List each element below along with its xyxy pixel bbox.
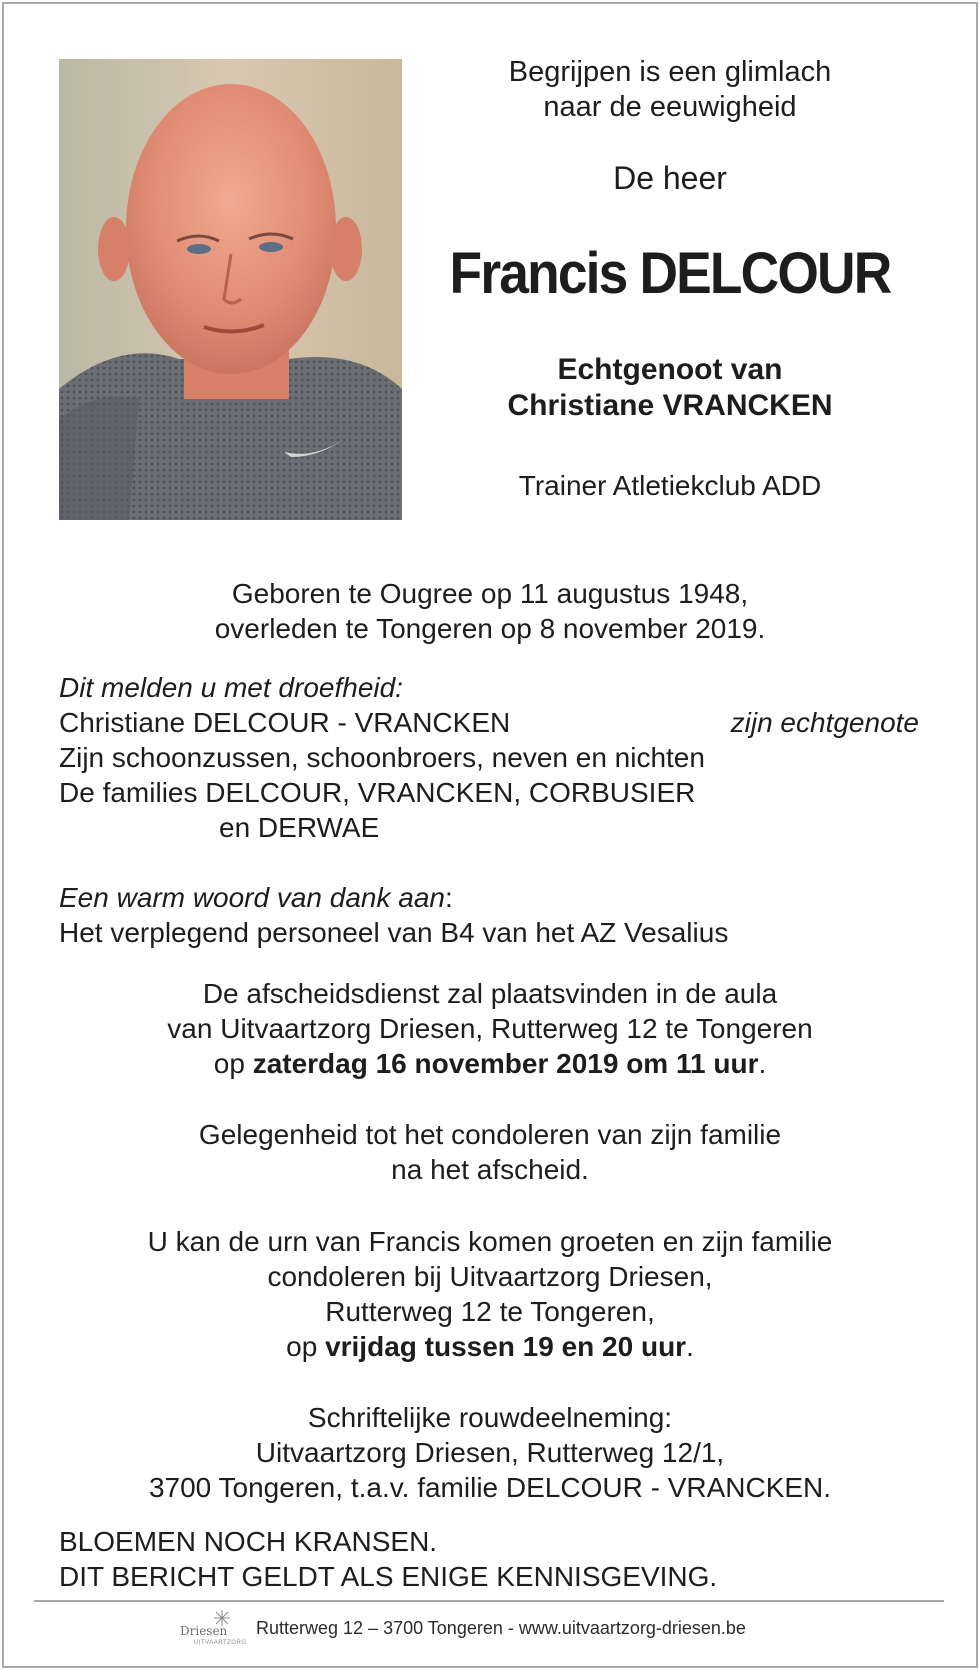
memorial-quote: [440, 55, 900, 125]
written-line: Uitvaartzorg Driesen, Rutterweg 12/1,: [255, 1437, 725, 1468]
condolence-line: Gelegenheid tot het condoleren van zijn familie: [198, 1119, 782, 1150]
role-text: Trainer Atletiekclub ADD: [518, 470, 822, 501]
service-suffix: .: [758, 1048, 767, 1079]
urn-visit-block: [40, 1224, 940, 1364]
funeral-home-logo: [180, 1608, 247, 1652]
portrait-photo: [59, 59, 402, 520]
thanks-line: Het verplegend personeel van B4 van het AZ Vesalius: [59, 917, 729, 948]
footer-divider: [34, 1600, 944, 1602]
flowers-line: BLOEMEN NOCH KRANSEN.: [59, 1526, 438, 1557]
written-line: Schriftelijke rouwdeelneming:: [307, 1402, 673, 1433]
thanks-heading: Een warm woord van dank aan: [59, 882, 445, 913]
urn-line: Rutterweg 12 te Tongeren,: [325, 1296, 655, 1327]
urn-time-row: [40, 1329, 940, 1364]
urn-line: U kan de urn van Francis komen groeten en zijn familie: [147, 1226, 833, 1257]
spouse-name: Christiane VRANCKEN: [507, 389, 833, 422]
honorific: De heer: [613, 160, 727, 196]
footer-address: Rutterweg 12 – 3700 Tongeren - www.uitvaartzorg-driesen.be: [256, 1618, 746, 1638]
condolence-block: [40, 1117, 940, 1187]
condolence-line: na het afscheid.: [391, 1154, 589, 1185]
service-date: zaterdag 16 november 2019 om 11 uur: [252, 1048, 759, 1079]
quote-line: naar de eeuwigheid: [543, 91, 797, 123]
birth-death-block: [40, 576, 940, 646]
announcement-block: [59, 670, 919, 845]
service-block: [40, 976, 940, 1081]
service-date-row: [40, 1046, 940, 1081]
written-line: 3700 Tongeren, t.a.v. familie DELCOUR - VRANCKEN.: [148, 1472, 832, 1503]
urn-line: condoleren bij Uitvaartzorg Driesen,: [267, 1261, 713, 1292]
announcement-heading: Dit melden u met droefheid:: [59, 672, 403, 703]
service-line: van Uitvaartzorg Driesen, Rutterweg 12 te Tongeren: [167, 1013, 813, 1044]
announcement-line: en DERWAE: [219, 812, 380, 843]
logo-wordmark: Driesen: [180, 1624, 228, 1638]
death-line: overleden te Tongeren op 8 november 2019.: [214, 613, 766, 644]
announcement-spouse-name: Christiane DELCOUR - VRANCKEN: [59, 707, 511, 738]
announcement-row: [59, 705, 919, 740]
announcement-line: Zijn schoonzussen, schoonbroers, neven en nichten: [59, 742, 705, 773]
deceased-name: Francis DELCOUR: [449, 241, 891, 306]
birth-line: Geboren te Ougree op 11 augustus 1948,: [231, 578, 749, 609]
urn-prefix: op: [286, 1331, 326, 1362]
announcement-line: De families DELCOUR, VRANCKEN, CORBUSIER: [59, 777, 696, 808]
urn-suffix: .: [686, 1331, 694, 1362]
flowers-notice: [59, 1524, 717, 1594]
spouse-label: Echtgenoot van: [557, 353, 783, 386]
thanks-block: [59, 880, 919, 950]
announcement-spouse-relation: zijn echtgenote: [730, 707, 919, 738]
thanks-heading-row: [59, 880, 919, 915]
written-condolence-block: [40, 1400, 940, 1505]
notice-line: DIT BERICHT GELDT ALS ENIGE KENNISGEVING.: [59, 1561, 718, 1592]
logo-subtext: UITVAARTZORG: [194, 1640, 247, 1646]
service-prefix: op: [213, 1048, 253, 1079]
service-line: De afscheidsdienst zal plaatsvinden in de aula: [202, 978, 778, 1009]
thanks-heading-suffix: :: [445, 882, 453, 913]
spouse-block: [440, 352, 900, 424]
quote-line: Begrijpen is een glimlach: [508, 56, 832, 88]
urn-time: vrijdag tussen 19 en 20 uur: [325, 1331, 687, 1362]
